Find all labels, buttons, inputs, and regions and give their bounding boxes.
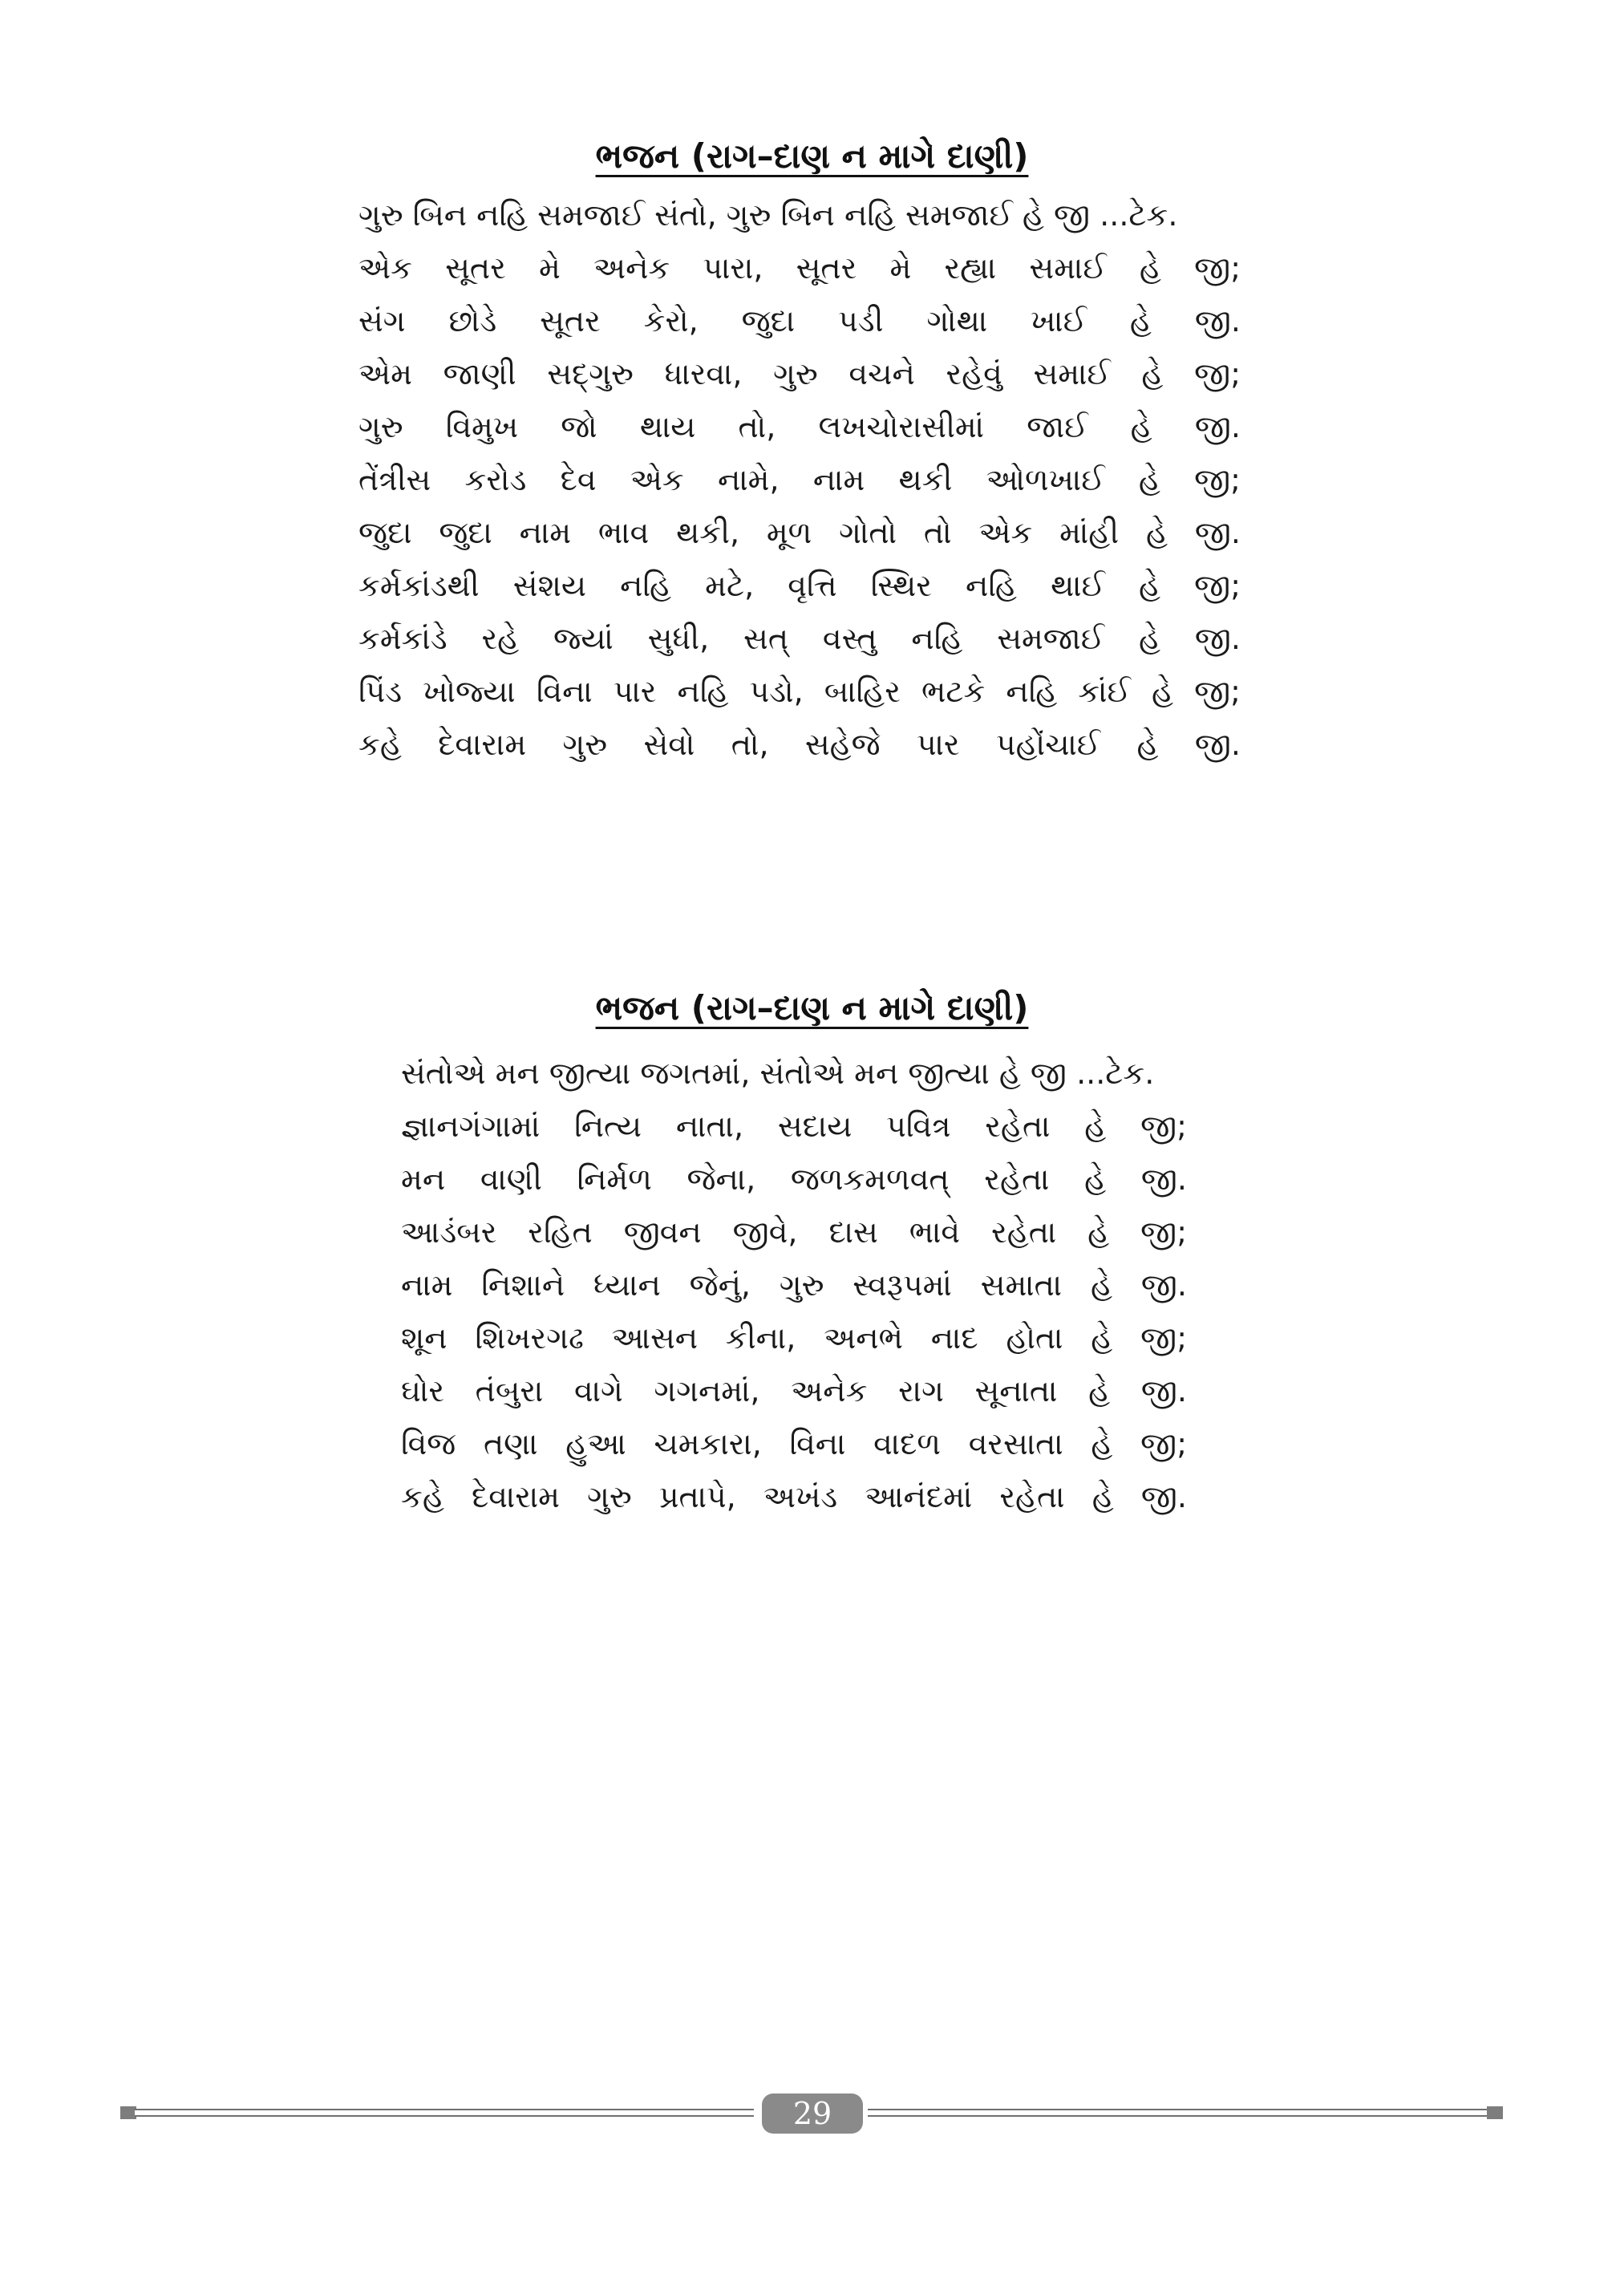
verse-line: જુદા જુદા નામ ભાવ થકી, મૂળ ગોતો તો એક માંહી હે જી. xyxy=(358,515,1241,550)
verse-line: તેંત્રીસ કરોડ દેવ એક નામે, નામ થકી ઓળખાઈ હે જી; xyxy=(358,462,1241,497)
verse-line: જ્ઞાનગંગામાં નિત્ય નાતા, સદાય પવિત્ર રહેતા હે જી; xyxy=(401,1109,1187,1144)
verse-line: એક સૂતર મે અનેક પારા, સૂતર મે રહ્યા સમાઈ હે જી; xyxy=(358,250,1241,286)
verse-line: કહે દેવારામ ગુરુ સેવો તો, સહેજે પાર પહોંચાઈ હે જી. xyxy=(358,727,1241,762)
footer-rule-left xyxy=(135,2109,754,2117)
page-number-badge: 29 xyxy=(762,2093,863,2134)
verse-line: કર્મકાંડે રહે જ્યાં સુધી, સત્ વસ્તુ નહિ સમજાઈ હે જી. xyxy=(358,621,1241,656)
footer-rule-right-cap xyxy=(1487,2106,1503,2119)
verse-line: પિંડ ખોજ્યા વિના પાર નહિ પડો, બાહિર ભટકે નહિ કાંઈ હે જી; xyxy=(358,674,1241,709)
verse-line: સંતોએ મન જીત્યા જગતમાં, સંતોએ મન જીત્યા હે જી ...ટેક. xyxy=(401,1056,1155,1091)
footer-rule-right xyxy=(868,2109,1487,2117)
footer-rule-left-cap xyxy=(120,2106,136,2119)
verse-line: વિજ તણા હુઆ ચમકારા, વિના વાદળ વરસાતા હે જી; xyxy=(401,1426,1187,1461)
verse-line: શૂન શિખરગઢ આસન કીના, અનભે નાદ હોતા હે જી; xyxy=(401,1320,1187,1356)
verse-line: આડંબર રહિત જીવન જીવે, દાસ ભાવે રહેતા હે જી; xyxy=(401,1214,1187,1250)
verse-line: એમ જાણી સદ્‌ગુરુ ધારવા, ગુરુ વચને રહેવું સમાઈ હે જી; xyxy=(358,356,1241,391)
bhajan-1-title: ભજન (રાગ–દાણ ન માગે દાણી) xyxy=(595,136,1029,176)
verse-line: મન વાણી નિર્મળ જેના, જળકમળવત્ રહેતા હે જી. xyxy=(401,1161,1187,1197)
bhajan-1-verses xyxy=(358,188,1241,771)
verse-line: કર્મકાંડથી સંશય નહિ મટે, વૃત્તિ સ્થિર નહિ થાઈ હે જી; xyxy=(358,568,1241,603)
verse-line: સંગ છોડે સૂતર કેરો, જુદા પડી ગોથા ખાઈ હે જી. xyxy=(358,303,1241,338)
bhajan-2-verses xyxy=(401,1047,1187,1523)
verse-line: ગુરુ વિમુખ જો થાય તો, લખચોરાસીમાં જાઈ હે જી. xyxy=(358,409,1241,444)
verse-line: નામ નિશાને ધ્યાન જેનું, ગુરુ સ્વરૂપમાં સમાતા હે જી. xyxy=(401,1267,1187,1303)
verse-line: ઘોર તંબુરા વાગે ગગનમાં, અનેક રાગ સૂનાતા હે જી. xyxy=(401,1373,1187,1408)
verse-line: ગુરુ બિન નહિ સમજાઈ સંતો, ગુરુ બિન નહિ સમજાઈ હે જી ...ટેક. xyxy=(358,197,1178,233)
verse-line: કહે દેવારામ ગુરુ પ્રતાપે, અખંડ આનંદમાં રહેતા હે જી. xyxy=(401,1479,1187,1514)
bhajan-2-title: ભજન (રાગ–દાણ ન માગે દાણી) xyxy=(595,988,1029,1027)
